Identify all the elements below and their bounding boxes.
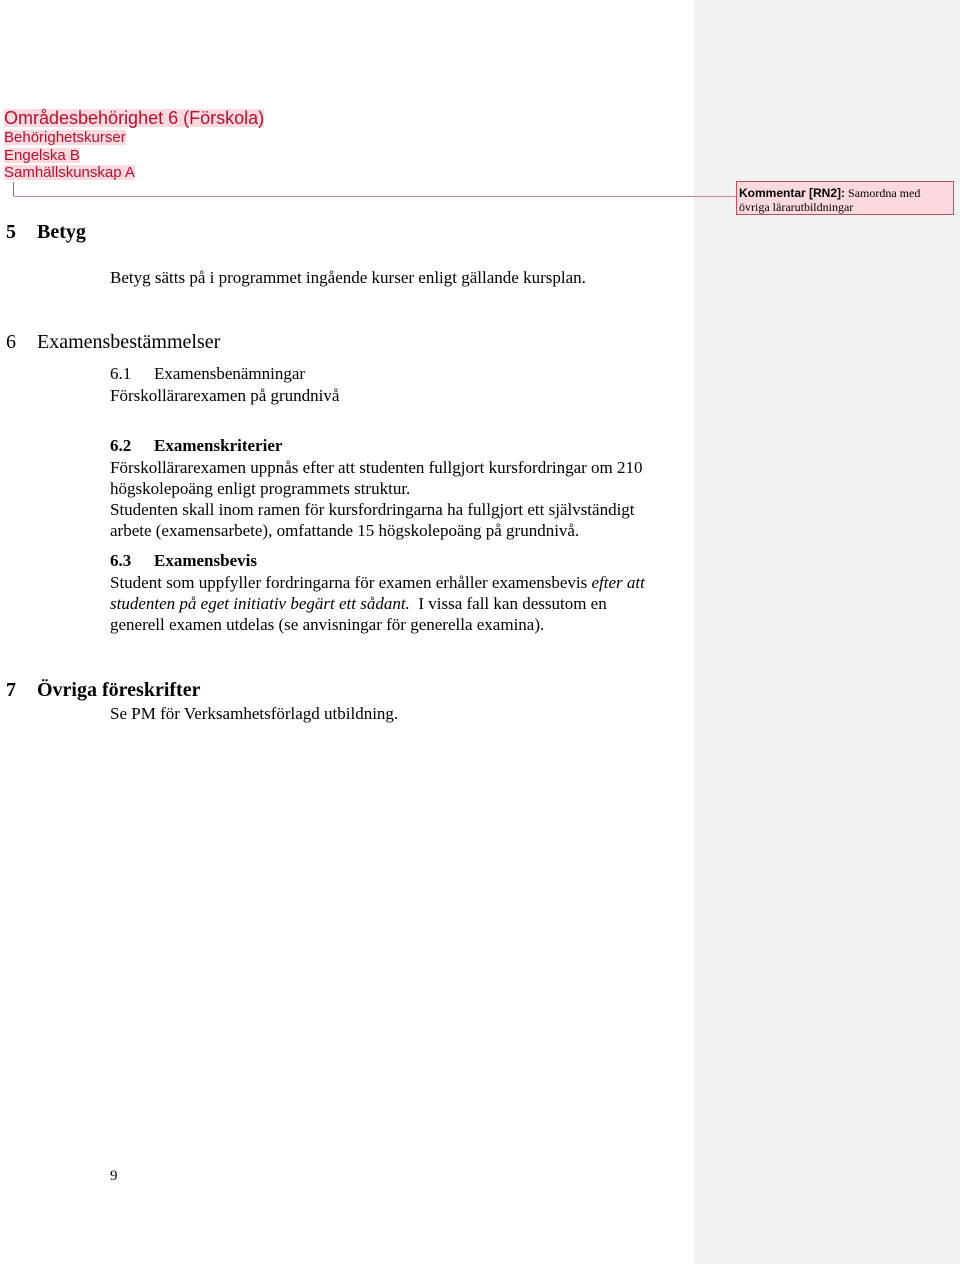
- subsection-number: 6.1: [110, 364, 132, 383]
- section-number: 6: [6, 331, 16, 353]
- italic-text-run: studenten på eget initiativ begärt ett sådant.: [110, 594, 410, 613]
- text-run: Student som uppfyller fordringarna för examen erhåller examensbevis: [110, 573, 592, 592]
- comment-text: Samordna med: [848, 186, 921, 200]
- comment-text: övriga lärarutbildningar: [739, 200, 854, 214]
- text-run: I vissa fall kan dessutom en: [409, 594, 607, 613]
- paragraph-line: Förskollärarexamen uppnås efter att studenten fullgjort kursfordringar om 210: [110, 458, 643, 477]
- section-heading-6: [6, 331, 220, 354]
- section-title: Övriga föreskrifter: [37, 679, 201, 701]
- inserted-heading: Områdesbehörighet 6 (Förskola): [4, 108, 265, 128]
- page-number: 9: [110, 1168, 118, 1184]
- subsection-heading-6-2: [110, 436, 282, 456]
- paragraph: Se PM för Verksamhetsförlagd utbildning.: [110, 704, 399, 723]
- paragraph-line: generell examen utdelas (se anvisningar för generella examina).: [110, 615, 545, 634]
- section-title: Betyg: [37, 221, 86, 243]
- comment-label: Kommentar [RN2]:: [739, 186, 846, 200]
- subsection-number: 6.3: [110, 551, 132, 570]
- section-heading-7: [6, 679, 200, 702]
- inserted-line: Engelska B: [4, 147, 80, 164]
- section-number: 7: [6, 679, 16, 701]
- paragraph: Betyg sätts på i programmet ingående kurser enligt gällande kursplan.: [110, 268, 586, 287]
- paragraph-line: högskolepoäng enligt programmets struktur.: [110, 479, 411, 498]
- inserted-line: Behörighetskurser: [4, 129, 126, 146]
- subsection-title: Examensbenämningar: [154, 364, 306, 383]
- section-number: 5: [6, 221, 16, 243]
- subsection-title: Examensbevis: [154, 551, 257, 570]
- paragraph-line: [110, 572, 645, 593]
- comment-anchor-marker: [13, 182, 14, 196]
- subsection-heading-6-1: [110, 364, 305, 384]
- paragraph-line: [110, 593, 607, 614]
- comment-line: [739, 186, 953, 200]
- paragraph: Förskollärarexamen på grundnivå: [110, 386, 340, 405]
- inserted-line: Samhällskunskap A: [4, 164, 135, 181]
- subsection-number: 6.2: [110, 436, 132, 455]
- subsection-title: Examenskriterier: [154, 436, 283, 455]
- subsection-heading-6-3: [110, 551, 257, 571]
- section-heading-5: [6, 221, 86, 244]
- italic-text-run: efter att: [591, 573, 645, 592]
- comment-connector-line: [14, 196, 736, 197]
- comment-balloon[interactable]: [736, 181, 954, 215]
- section-title: Examensbestämmelser: [37, 331, 221, 353]
- paragraph-line: arbete (examensarbete), omfattande 15 högskolepoäng på grundnivå.: [110, 521, 580, 540]
- paragraph-line: Studenten skall inom ramen för kursfordringarna ha fullgjort ett självständigt: [110, 500, 635, 519]
